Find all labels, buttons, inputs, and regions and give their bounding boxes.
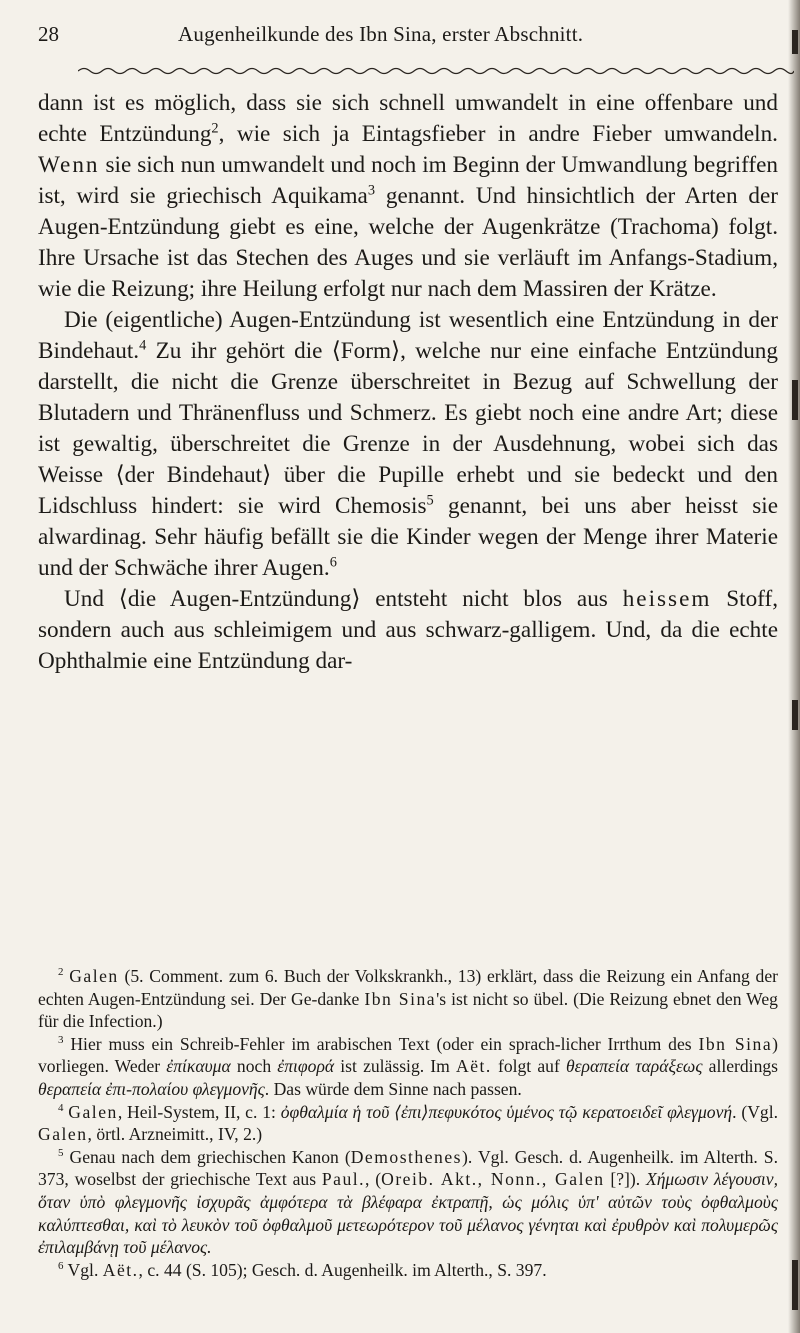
greek-text: Χήμωσιν λέγουσιν, ὅταν ὑπὸ φλεγμονῆς ἰσχυρᾶς ἀμφότερα τὰ βλέφαρα ἐκτραπῇ, ὡς μόλις ὑπ' αὐτῶν τοὺς ὀφθαλμοὺς καλύπτεσθαι, καὶ τὸ λευκὸν τοῦ ὀφθαλμοῦ μετεωρότερον τοῦ μέλανος γένηται καὶ ἐρυθρὸν καὶ πολυμερῶς ἐπιλαμβάνῃ τοῦ μέλανος.	[38, 1169, 778, 1258]
footnote-3	[38, 1033, 778, 1101]
footnote-number: 6	[58, 1259, 64, 1272]
text-span: Vgl.	[67, 1259, 103, 1280]
text-span: Hier muss ein Schreib-Fehler im arabischen Text (oder ein sprach-licher Irrthum des	[70, 1033, 699, 1054]
wavy-rule-ornament	[78, 66, 794, 76]
paragraph-1	[38, 88, 778, 305]
spaced-word: heissem	[622, 586, 712, 612]
footnote-number: 2	[58, 966, 64, 979]
greek-text: θεραπεία ἐπι-πολαίου φλεγμονῆς	[38, 1078, 265, 1099]
page-edge-shadow	[788, 0, 800, 1333]
text-span: noch	[230, 1056, 278, 1077]
text-span: Und ⟨die Augen-Entzündung⟩ entsteht nicht blos aus	[64, 586, 623, 612]
text-span: , wie sich ja Eintagsfieber in andre Fieber umwandeln.	[218, 121, 778, 147]
text-span: genannt. Und hinsichtlich der Arten der Augen-Entzündung giebt es eine, welche der Augenkrätze (Trachoma) folgt. Ihre Ursache ist das Stechen des Auges und sie verläuft im Anfangs-Stadium, wie die Reizung; ihre Heilung erfolgt nur nach dem Massiren der Krätze.	[38, 183, 778, 302]
author-name: Ibn Sina	[698, 1033, 773, 1054]
author-name: Paul.	[321, 1169, 366, 1190]
text-span: . Das würde dem Sinne nach passen.	[264, 1078, 522, 1099]
text-span: [?]).	[604, 1169, 646, 1190]
author-name: Galen	[38, 1124, 88, 1145]
footnote-6	[38, 1259, 778, 1282]
footnote-4	[38, 1101, 778, 1146]
footnote-ref: 2	[211, 120, 219, 137]
footnote-5	[38, 1146, 778, 1259]
text-span: ist zulässig. Im	[334, 1056, 456, 1077]
text-span: , c. 44 (S. 105); Gesch. d. Augenheilk. im Alterth., S. 397.	[138, 1259, 547, 1280]
spaced-word: Wenn	[38, 152, 100, 178]
text-span: 's ist nicht so übel. (Die Reizung ebnet den Weg für die Infection.)	[38, 988, 778, 1032]
greek-text: ἐπίκαυμα	[166, 1056, 231, 1077]
text-span: Die (eigentliche) Augen-Entzündung ist wesentlich eine Entzündung in der Bindehaut.	[38, 307, 778, 364]
author-name: Oreib. Akt., Nonn., Galen	[381, 1169, 605, 1190]
footnote-number: 5	[58, 1146, 64, 1159]
footnote-2	[38, 965, 778, 1033]
page-number: 28	[38, 22, 59, 46]
running-title: Augenheilkunde des Ibn Sina, erster Abschnitt.	[178, 22, 584, 46]
text-span: , Heil-System, II, c. 1:	[117, 1101, 281, 1122]
edge-mark	[792, 30, 798, 54]
text-span: Genau nach dem griechischen Kanon (	[69, 1146, 351, 1167]
page-header	[38, 22, 790, 56]
edge-mark	[792, 700, 798, 730]
edge-mark	[792, 1260, 798, 1310]
book-page	[38, 22, 790, 1280]
author-name: Galen	[69, 966, 119, 986]
text-span: sie sich nun umwandelt und noch im Beginn der Umwandlung begriffen ist, wird sie griechisch Aquikama	[38, 152, 778, 209]
footnote-ref: 5	[426, 492, 434, 509]
text-span: dann ist es möglich, dass sie sich schnell umwandelt in eine offenbare und echte Entzündung	[38, 90, 778, 147]
footnote-ref: 4	[139, 337, 147, 354]
main-text	[38, 88, 778, 677]
text-span: ). Vgl. Gesch. d. Augenheilk. im Alterth. S. 373, woselbst der griechische Text aus	[38, 1146, 778, 1190]
edge-mark	[792, 380, 798, 420]
author-name: Aët.	[456, 1056, 492, 1077]
paragraph-3	[38, 584, 778, 677]
text-span: genannt, bei uns aber heisst sie alwardinag. Sehr häufig befällt sie die Kinder wegen der Menge ihrer Materie und der Schwäche ihrer Augen.	[38, 493, 778, 581]
footnote-number: 3	[58, 1033, 64, 1046]
footnotes	[38, 965, 778, 1281]
text-span: folgt auf	[491, 1056, 566, 1077]
paragraph-2	[38, 305, 778, 584]
text-span: Stoff, sondern auch aus schleimigem und aus schwarz-galligem. Und, da die echte Ophthalmie eine Entzündung dar-	[38, 586, 778, 674]
text-span: ) vorliegen. Weder	[38, 1033, 778, 1077]
author-name: Demosthenes	[350, 1146, 462, 1167]
greek-text: ἐπιφορά	[277, 1056, 335, 1077]
text-span: , (	[365, 1169, 382, 1190]
author-name: Galen	[68, 1101, 118, 1122]
footnote-ref: 6	[329, 554, 337, 571]
author-name: Aët.	[102, 1259, 139, 1280]
text-span: allerdings	[702, 1056, 779, 1077]
text-span: , örtl. Arzneimitt., IV, 2.)	[87, 1124, 263, 1145]
footnote-ref: 3	[367, 182, 376, 199]
text-span: (5. Comment. zum 6. Buch der Volkskrankh., 13) erklärt, dass die Reizung ein Anfang der echten Augen-Entzündung sei. Der Ge-danke	[38, 966, 779, 1009]
text-span: Zu ihr gehört die ⟨Form⟩, welche nur eine einfache Entzündung darstellt, die nicht die Grenze überschreitet in Bezug auf Schwellung der Blutadern und Thränenfluss und Schmerz. Es giebt noch eine andre Art; diese ist gewaltig, überschreitet die Grenze in der Ausdehnung, wobei sich das Weisse ⟨der Bindehaut⟩ über die Pupille erhebt und sie bedeckt und den Lidschluss hindert: sie wird Chemosis	[38, 338, 778, 519]
text-span: . (Vgl.	[732, 1101, 778, 1122]
author-name: Ibn Sina	[364, 988, 437, 1009]
footnote-number: 4	[58, 1101, 64, 1114]
greek-text: ὀφθαλμία ἡ τοῦ ⟨ἐπι⟩πεφυκότος ὑμένος τῷ κερατοειδεῖ φλεγμονή	[280, 1101, 733, 1122]
greek-text: θεραπεία ταράξεως	[565, 1056, 703, 1077]
